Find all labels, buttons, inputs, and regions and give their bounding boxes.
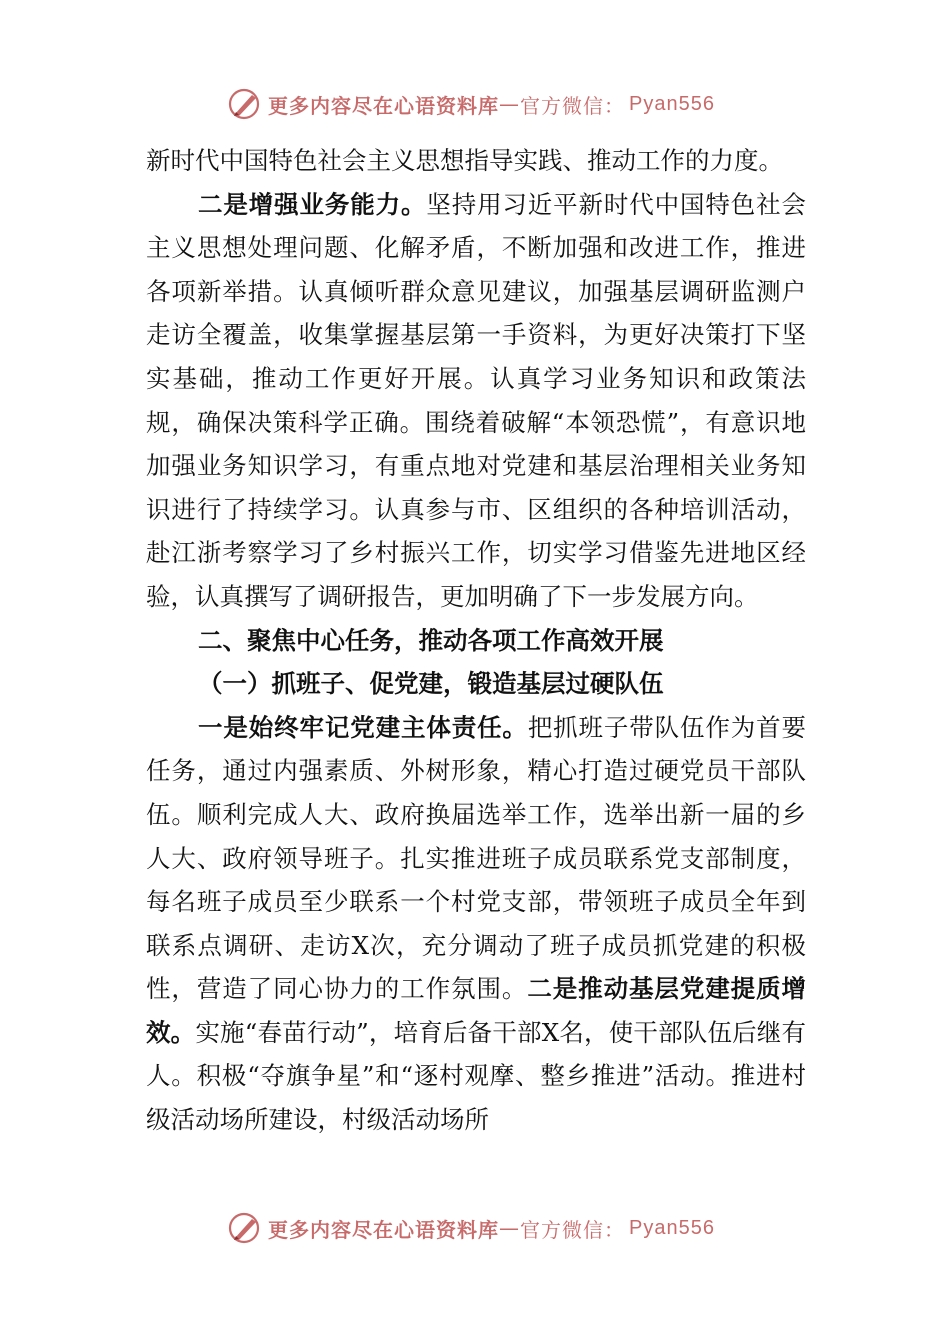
watermark-prefix: 更多内容尽在心语资料库 [268, 1217, 499, 1242]
document-body [146, 139, 806, 1142]
paragraph-text: 坚持用习近平新时代中国特色社会主义思想处理问题、化解矛盾，不断加强和改进工作，推进各项新举措。认真倾听群众意见建议，加强基层调研监测户走访全覆盖，收集掌握基层第一手资料，为更好决策打下坚实基础，推动工作更好开展。认真学习业务知识和政策法规，确保决策科学正确。围绕着破解“本领恐慌”，有意识地加强业务知识学习，有重点地对党建和基层治理相关业务知识进行了持续学习。认真参与市、区组织的各种培训活动，赴江浙考察学习了乡村振兴工作，切实学习借鉴先进地区经验，认真撰写了调研报告，更加明确了下一步发展方向。 [146, 189, 807, 611]
paragraph-text: 把抓班子带队伍作为首要任务，通过内强素质、外树形象，精心打造过硬党员干部队伍。顺利完成人大、政府换届选举工作，选举出新一届的乡人大、政府领导班子。扎实推进班子成员联系党支部制度，每名班子成员至少联系一个村党支部，带领班子成员全年到联系点调研、走访X次，充分调动了班子成员抓党建的积极性，营造了同心协力的工作氛围。 [146, 712, 807, 1004]
watermark-suffix: 官方微信： [520, 1217, 625, 1242]
paragraph-business-ability [146, 183, 806, 619]
watermark-dash: — [499, 1216, 520, 1240]
paragraph-party-building [146, 706, 806, 1142]
paragraph-lead-2: 二是推动基层党建提质增效。 [146, 974, 807, 1047]
watermark-account: Pyan556 [629, 1216, 715, 1239]
paragraph-text-2: 实施“春苗行动”，培育后备干部X名，使干部队伍后继有人。积极“夺旗争星”和“逐村观摩、整乡推进”活动。推进村级活动场所建设，村级活动场所 [146, 1017, 806, 1135]
section-heading: 二、聚焦中心任务，推动各项工作高效开展 [198, 625, 664, 655]
watermark-account: Pyan556 [629, 92, 715, 115]
watermark-suffix: 官方微信： [520, 93, 625, 118]
watermark-footer [228, 1208, 715, 1248]
pen-logo-icon [228, 87, 262, 121]
watermark-prefix: 更多内容尽在心语资料库 [268, 93, 499, 118]
watermark-header [228, 84, 715, 124]
paragraph-lead: 一是始终牢记党建主体责任。 [198, 712, 528, 742]
paragraph-text: 新时代中国特色社会主义思想指导实践、推动工作的力度。 [146, 146, 783, 175]
subsection-heading: （一）抓班子、促党建，锻造基层过硬队伍 [198, 669, 664, 699]
paragraph-lead: 二是增强业务能力。 [198, 189, 427, 219]
paragraph-continuation [146, 139, 806, 183]
pen-logo-icon [228, 1211, 262, 1245]
watermark-dash: — [499, 92, 520, 116]
